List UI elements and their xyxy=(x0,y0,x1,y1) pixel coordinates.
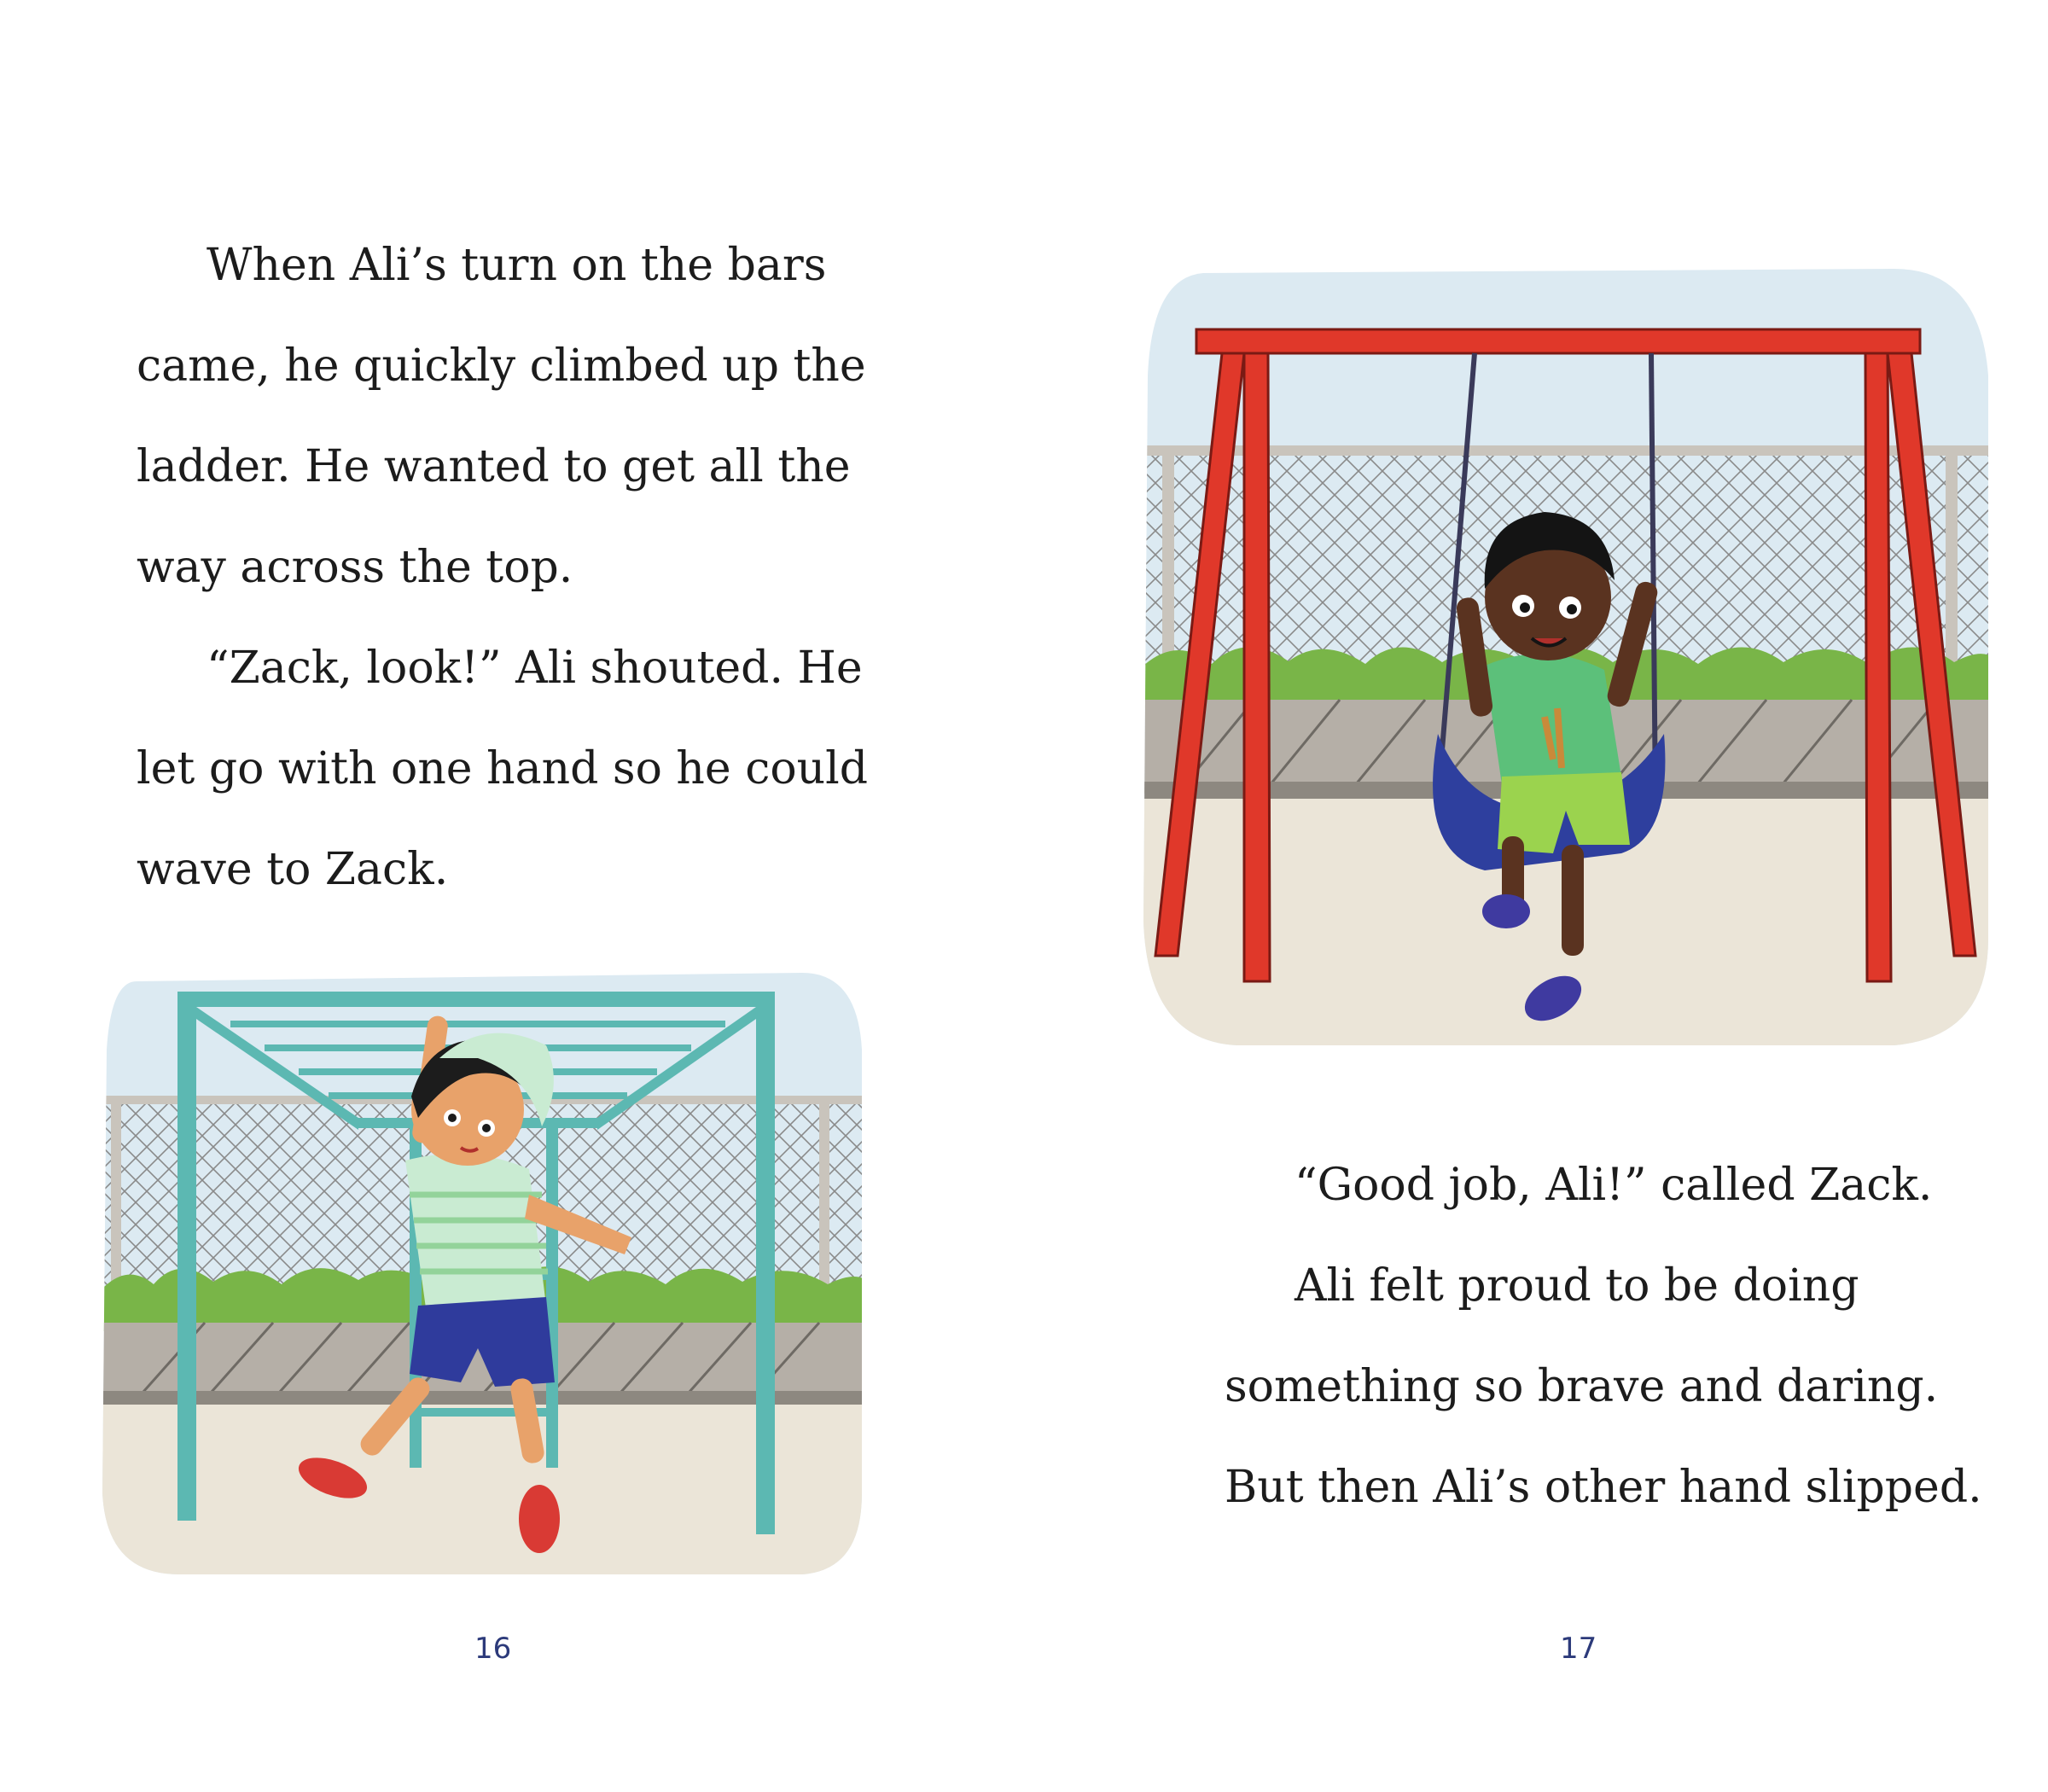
text-line: But then Ali’s other hand slipped. xyxy=(1225,1462,1982,1513)
paragraph xyxy=(137,215,868,618)
text-line: When Ali’s turn on the bars xyxy=(207,240,827,291)
page-number-left: 16 xyxy=(474,1632,512,1666)
left-page-text xyxy=(137,215,868,920)
text-line: way across the top. xyxy=(137,542,573,593)
text-line: ladder. He wanted to get all the xyxy=(137,441,851,492)
text-line: “Zack, look!” Ali shouted. He xyxy=(207,643,863,694)
text-line: something so brave and daring. xyxy=(1225,1361,1939,1412)
paragraph xyxy=(1225,1236,1982,1538)
paragraph xyxy=(1225,1135,1982,1236)
paragraph xyxy=(137,618,868,920)
text-line: “Good job, Ali!” called Zack. xyxy=(1295,1160,1933,1211)
text-line: came, he quickly climbed up the xyxy=(137,340,866,392)
right-page-text xyxy=(1225,1135,1982,1538)
monkey-bars-illustration xyxy=(102,947,866,1579)
text-line: wave to Zack. xyxy=(137,844,449,895)
page-number-right: 17 xyxy=(1560,1632,1597,1666)
text-line: let go with one hand so he could xyxy=(137,743,869,794)
swing-illustration xyxy=(1143,256,1993,1050)
text-line: Ali felt proud to be doing xyxy=(1295,1260,1859,1312)
